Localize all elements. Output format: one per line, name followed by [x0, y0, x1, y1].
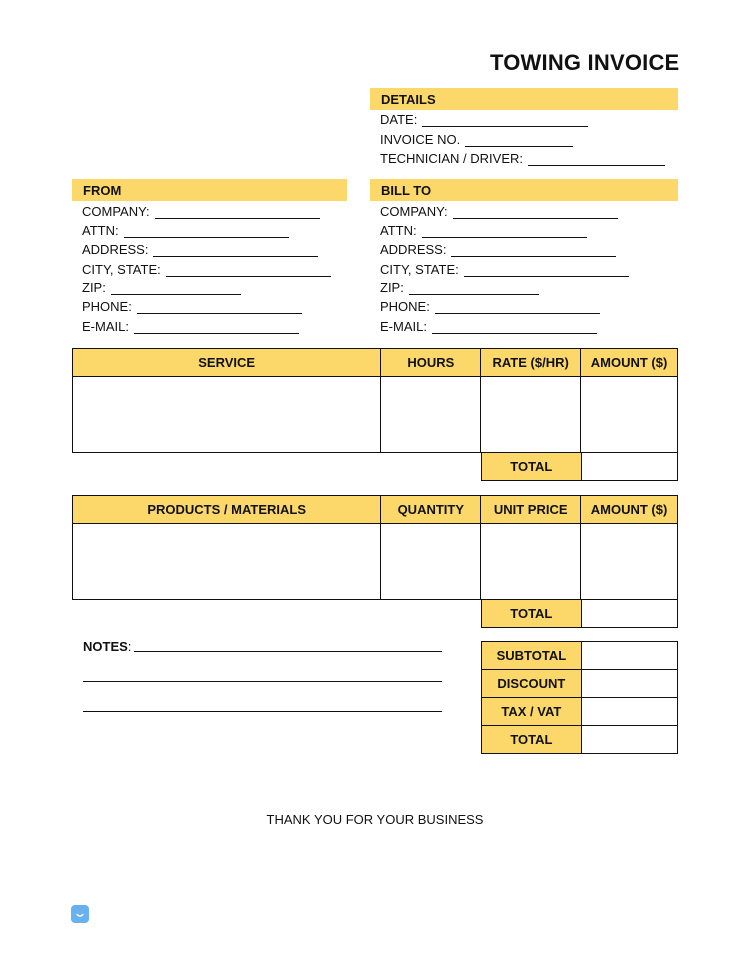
smile-logo-icon — [71, 905, 89, 923]
from-zip-field[interactable] — [82, 280, 241, 296]
invoice-no-line[interactable] — [465, 135, 573, 147]
subtotal-label: SUBTOTAL — [482, 642, 582, 670]
from-email-field[interactable] — [82, 319, 299, 335]
thank-you-message: THANK YOU FOR YOUR BUSINESS — [266, 812, 484, 827]
notes-line-1[interactable] — [134, 651, 442, 652]
products-table — [72, 495, 678, 600]
from-zip-label: ZIP: — [82, 280, 106, 295]
bill-phone-line[interactable] — [435, 302, 600, 314]
products-total-row — [481, 599, 678, 628]
bill-email-label: E-MAIL: — [380, 319, 427, 334]
from-city-state-label: CITY, STATE: — [82, 262, 161, 277]
bill-phone-label: PHONE: — [380, 299, 430, 314]
date-field[interactable] — [380, 112, 588, 128]
from-phone-label: PHONE: — [82, 299, 132, 314]
invoice-no-field[interactable] — [380, 132, 573, 148]
discount-label: DISCOUNT — [482, 670, 582, 698]
service-cell[interactable] — [73, 377, 381, 453]
from-email-label: E-MAIL: — [82, 319, 129, 334]
service-total-row — [481, 452, 678, 481]
service-amount-header: AMOUNT ($) — [581, 349, 678, 377]
from-phone-line[interactable] — [137, 302, 302, 314]
from-zip-line[interactable] — [111, 283, 241, 295]
bill-to-heading: BILL TO — [370, 179, 678, 201]
date-label: DATE: — [380, 112, 418, 127]
bill-company-label: COMPANY: — [380, 204, 448, 219]
hours-header: HOURS — [381, 349, 481, 377]
bill-company-field[interactable] — [380, 204, 618, 220]
service-total-label: TOTAL — [482, 453, 582, 481]
rate-header: RATE ($/HR) — [481, 349, 581, 377]
tax-label: TAX / VAT — [482, 698, 582, 726]
from-phone-field[interactable] — [82, 299, 302, 315]
hours-cell[interactable] — [381, 377, 481, 453]
products-total-cell[interactable] — [581, 600, 677, 628]
from-city-state-line[interactable] — [166, 265, 331, 277]
technician-line[interactable] — [528, 154, 665, 166]
notes-line-2[interactable] — [83, 681, 442, 682]
invoice-title: TOWING INVOICE — [490, 50, 680, 75]
products-total-label: TOTAL — [482, 600, 582, 628]
grand-total-cell[interactable] — [581, 726, 677, 754]
from-heading: FROM — [72, 179, 347, 201]
quantity-cell[interactable] — [381, 524, 481, 600]
details-heading: DETAILS — [370, 88, 678, 110]
service-table — [72, 348, 678, 453]
bill-address-field[interactable] — [380, 242, 616, 258]
rate-cell[interactable] — [481, 377, 581, 453]
bill-address-line[interactable] — [451, 245, 616, 257]
from-address-field[interactable] — [82, 242, 318, 258]
bill-attn-label: ATTN: — [380, 223, 417, 238]
subtotal-cell[interactable] — [581, 642, 677, 670]
bill-company-line[interactable] — [453, 207, 618, 219]
bill-address-label: ADDRESS: — [380, 242, 447, 257]
from-company-line[interactable] — [155, 207, 320, 219]
bill-phone-field[interactable] — [380, 299, 600, 315]
unit-price-cell[interactable] — [481, 524, 581, 600]
invoice-no-label: INVOICE NO. — [380, 132, 461, 147]
products-amount-cell[interactable] — [581, 524, 678, 600]
products-header: PRODUCTS / MATERIALS — [73, 496, 381, 524]
from-attn-field[interactable] — [82, 223, 289, 239]
bill-email-field[interactable] — [380, 319, 597, 335]
products-cell[interactable] — [73, 524, 381, 600]
notes-label: NOTES: — [83, 639, 132, 654]
bill-zip-field[interactable] — [380, 280, 539, 296]
quantity-header: QUANTITY — [381, 496, 481, 524]
from-company-label: COMPANY: — [82, 204, 150, 219]
service-header: SERVICE — [73, 349, 381, 377]
bill-zip-line[interactable] — [409, 283, 539, 295]
technician-label: TECHNICIAN / DRIVER: — [380, 151, 524, 166]
tax-cell[interactable] — [581, 698, 677, 726]
from-address-label: ADDRESS: — [82, 242, 149, 257]
from-company-field[interactable] — [82, 204, 320, 220]
bill-city-state-label: CITY, STATE: — [380, 262, 459, 277]
from-email-line[interactable] — [134, 322, 299, 334]
bill-city-state-line[interactable] — [464, 265, 629, 277]
notes-line-3[interactable] — [83, 711, 442, 712]
date-line[interactable] — [422, 115, 588, 127]
bill-zip-label: ZIP: — [380, 280, 404, 295]
bill-attn-field[interactable] — [380, 223, 587, 239]
unit-price-header: UNIT PRICE — [481, 496, 581, 524]
technician-field[interactable] — [380, 151, 665, 167]
bill-email-line[interactable] — [432, 322, 597, 334]
from-attn-label: ATTN: — [82, 223, 119, 238]
bill-attn-line[interactable] — [422, 226, 587, 238]
from-address-line[interactable] — [153, 245, 318, 257]
from-city-state-field[interactable] — [82, 262, 331, 278]
service-amount-cell[interactable] — [581, 377, 678, 453]
summary-table — [481, 641, 678, 754]
grand-total-label: TOTAL — [482, 726, 582, 754]
bill-city-state-field[interactable] — [380, 262, 629, 278]
from-attn-line[interactable] — [124, 226, 289, 238]
service-total-cell[interactable] — [581, 453, 677, 481]
discount-cell[interactable] — [581, 670, 677, 698]
products-amount-header: AMOUNT ($) — [581, 496, 678, 524]
